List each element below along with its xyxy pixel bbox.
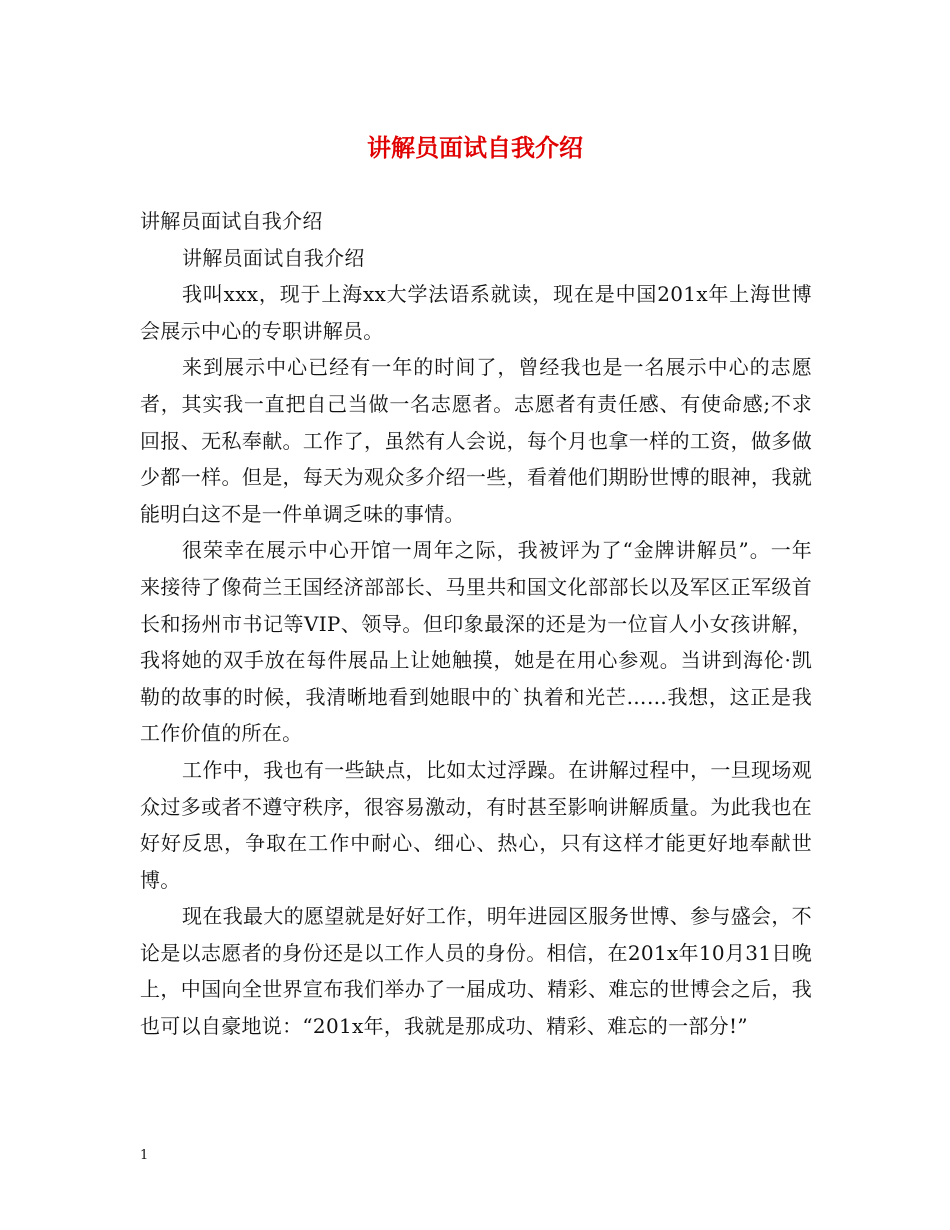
paragraph-wish: 现在我最大的愿望就是好好工作，明年进园区服务世博、参与盛会，不论是以志愿者的身份还是以工作人员的身份。相信，在201x年10月31日晚上，中国向全世界宣布我们举办了一届成功、精彩、难忘的世博会之后，我也可以自豪地说：“201x年，我就是那成功、精彩、难忘的一部分!” xyxy=(140,904,812,1039)
document-body xyxy=(140,203,812,1045)
section-heading: 讲解员面试自我介绍 xyxy=(140,209,323,233)
section-subheading: 讲解员面试自我介绍 xyxy=(182,245,365,270)
paragraph-intro: 我叫xxx，现于上海xx大学法语系就读，现在是中国201x年上海世博会展示中心的专职讲解员。 xyxy=(140,282,812,343)
paragraph-award: 很荣幸在展示中心开馆一周年之际，我被评为了“金牌讲解员”。一年来接待了像荷兰王国经济部部长、马里共和国文化部部长以及军区正军级首长和扬州市书记等VIP、领导。但印象最深的还是为一位盲人小女孩讲解，我将她的双手放在每件展品上让她触摸，她是在用心参观。当讲到海伦·凯勒的故事的时候，我清晰地看到她眼中的`执着和光芒……我想，这正是我工作价值的所在。 xyxy=(140,538,812,746)
document-title: 讲解员面试自我介绍 xyxy=(367,133,583,162)
paragraph-shortcomings: 工作中，我也有一些缺点，比如太过浮躁。在讲解过程中，一旦现场观众过多或者不遵守秩序，很容易激动，有时甚至影响讲解质量。为此我也在好好反思，争取在工作中耐心、细心、热心，只有这样才能更好地奉献世博。 xyxy=(140,757,812,892)
page-number: 1 xyxy=(140,1148,149,1163)
paragraph-volunteer: 来到展示中心已经有一年的时间了，曾经我也是一名展示中心的志愿者，其实我一直把自己当做一名志愿者。志愿者有责任感、有使命感;不求回报、无私奉献。工作了，虽然有人会说，每个月也拿一样的工资，做多做少都一样。但是，每天为观众多介绍一些，看着他们期盼世博的眼神，我就能明白这不是一件单调乏味的事情。 xyxy=(140,355,812,526)
